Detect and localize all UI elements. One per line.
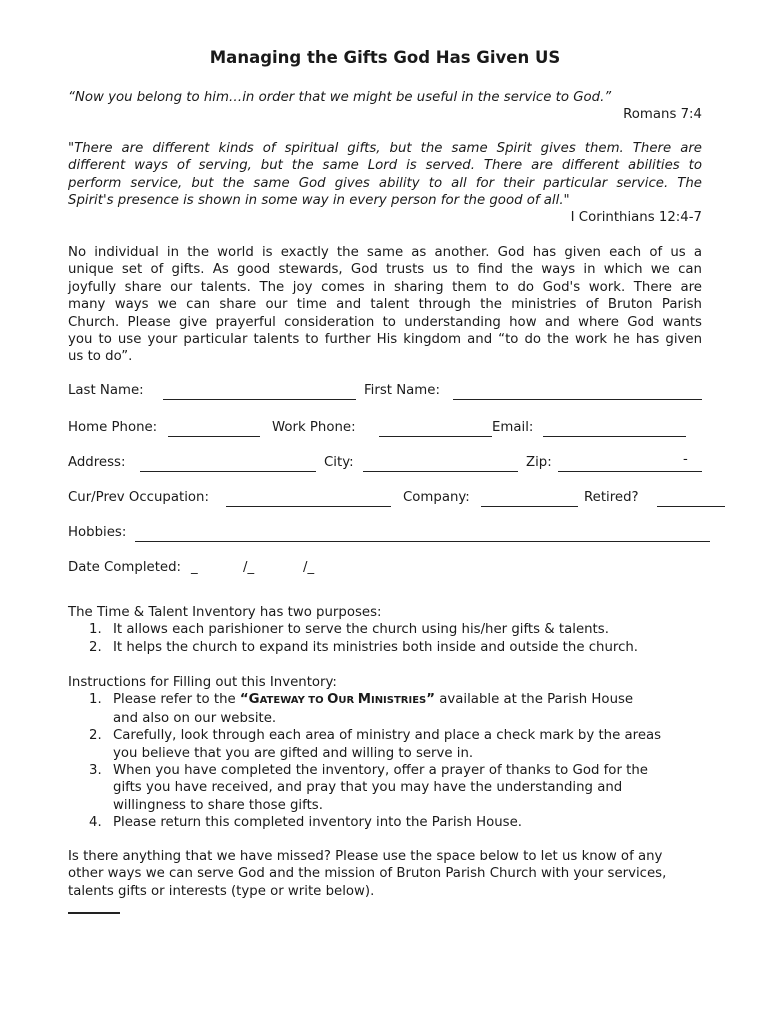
list-number: 2. bbox=[89, 639, 102, 655]
quote-romans-ref: Romans 7:4 bbox=[623, 107, 702, 122]
quote-corinthians-line: perform service, but the same God gives ability to all for their particular service. The bbox=[68, 175, 702, 191]
instructions-section bbox=[68, 674, 708, 832]
list-item bbox=[68, 621, 708, 638]
hobbies-field[interactable] bbox=[135, 541, 710, 542]
company-label: Company: bbox=[403, 490, 470, 505]
quote-corinthians bbox=[68, 140, 702, 210]
purposes-section bbox=[68, 604, 708, 656]
quote-corinthians-ref: I Corinthians 12:4-7 bbox=[570, 210, 702, 225]
zip-dash: - bbox=[683, 452, 688, 467]
response-field[interactable] bbox=[68, 912, 120, 914]
intro-line: joyfully share our talents. The joy comes in sharing them to do God's work. There are bbox=[68, 279, 702, 295]
sc-small: UR bbox=[338, 695, 358, 707]
closing-line: Is there anything that we have missed? Please use the space below to let us know of any bbox=[68, 849, 663, 864]
date-year-field[interactable]: /_ bbox=[303, 560, 315, 575]
closing-line: talents gifts or interests (type or write below). bbox=[68, 883, 375, 899]
intro-paragraph bbox=[68, 244, 702, 366]
instruction-line: Carefully, look through each area of ministry and place a check mark by the areas bbox=[113, 728, 662, 744]
closing-line: other ways we can serve God and the mission of Bruton Parish Church with your services, bbox=[68, 866, 667, 882]
zip-field[interactable] bbox=[558, 471, 702, 472]
intro-line: Church. Please give prayerful consideration to understanding how and where God wants bbox=[68, 314, 702, 330]
company-field[interactable] bbox=[481, 506, 578, 507]
hobbies-label: Hobbies: bbox=[68, 525, 127, 540]
instruction-line: and also on our website. bbox=[113, 710, 277, 726]
first-name-label: First Name: bbox=[364, 383, 440, 398]
zip-label: Zip: bbox=[526, 455, 552, 470]
address-field[interactable] bbox=[140, 471, 316, 472]
quote-corinthians-line: "There are different kinds of spiritual gifts, but the same Spirit gives them. There are bbox=[68, 141, 702, 156]
purpose-text: It allows each parishioner to serve the church using his/her gifts & talents. bbox=[113, 622, 609, 638]
list-item bbox=[68, 727, 708, 762]
instruction-line: you believe that you are gifted and willing to serve in. bbox=[113, 745, 474, 761]
closing-paragraph bbox=[68, 848, 708, 900]
city-field[interactable] bbox=[363, 471, 518, 472]
list-item bbox=[68, 762, 708, 814]
intro-line: No individual in the world is exactly the same as another. God has given each of us a bbox=[68, 245, 702, 260]
list-number: 2. bbox=[89, 728, 102, 744]
date-day-field[interactable]: /_ bbox=[243, 560, 255, 575]
intro-line: you to use your particular talents to further His kingdom and “to do the work he has given bbox=[68, 332, 702, 348]
city-label: City: bbox=[324, 455, 354, 470]
intro-line: many ways we can share our time and talent through the ministries of Bruton Parish bbox=[68, 297, 702, 313]
list-number: 1. bbox=[89, 692, 102, 708]
list-number: 3. bbox=[89, 763, 102, 779]
retired-field[interactable] bbox=[657, 506, 725, 507]
home-phone-field[interactable] bbox=[168, 436, 260, 437]
home-phone-label: Home Phone: bbox=[68, 420, 158, 435]
intro-line: us to do”. bbox=[68, 349, 133, 365]
instruction-line: willingness to share those gifts. bbox=[113, 797, 323, 813]
work-phone-field[interactable] bbox=[379, 436, 492, 437]
work-phone-label: Work Phone: bbox=[272, 420, 356, 435]
instruction-line: Please return this completed inventory into the Parish House. bbox=[113, 815, 522, 831]
purpose-text: It helps the church to expand its ministries both inside and outside the church. bbox=[113, 639, 639, 655]
instruction-line: gifts you have received, and pray that you may have the understanding and bbox=[113, 780, 623, 796]
quote-mark: ” bbox=[426, 692, 436, 708]
sc-cap: G bbox=[248, 692, 260, 708]
intro-line: unique set of gifts. As good stewards, God trusts us to find the ways in which we can bbox=[68, 262, 702, 278]
date-completed-label: Date Completed: bbox=[68, 560, 182, 575]
sc-cap: M bbox=[357, 692, 371, 708]
sc-small: INISTRIES bbox=[370, 695, 427, 707]
email-field[interactable] bbox=[543, 436, 686, 437]
instructions-heading: Instructions for Filling out this Inventory: bbox=[68, 675, 337, 690]
ministries-reference bbox=[240, 692, 435, 707]
instruction-text: Please refer to the bbox=[113, 692, 240, 708]
occupation-field[interactable] bbox=[226, 506, 391, 507]
list-number: 4. bbox=[89, 815, 102, 831]
occupation-label: Cur/Prev Occupation: bbox=[68, 490, 209, 505]
instruction-line: When you have completed the inventory, offer a prayer of thanks to God for the bbox=[113, 763, 648, 779]
first-name-field[interactable] bbox=[453, 399, 702, 400]
last-name-label: Last Name: bbox=[68, 383, 144, 398]
list-item bbox=[68, 639, 708, 656]
last-name-field[interactable] bbox=[163, 399, 356, 400]
email-label: Email: bbox=[492, 420, 534, 435]
sc-cap: O bbox=[327, 692, 339, 708]
sc-small: ATEWAY TO bbox=[259, 695, 328, 707]
retired-label: Retired? bbox=[584, 490, 639, 505]
quote-corinthians-line: different ways of serving, but the same Lord is served. There are different abilities to bbox=[68, 158, 702, 174]
instruction-text: available at the Parish House bbox=[435, 692, 634, 708]
quote-corinthians-line: Spirit's presence is shown in some way in every person for the good of all." bbox=[68, 193, 570, 209]
quote-mark: “ bbox=[239, 692, 249, 708]
list-item bbox=[68, 691, 708, 727]
list-item bbox=[68, 814, 708, 831]
instruction-line bbox=[113, 691, 708, 709]
purposes-heading: The Time & Talent Inventory has two purposes: bbox=[68, 605, 382, 620]
date-month-field[interactable]: _ bbox=[191, 560, 198, 575]
page-title: Managing the Gifts God Has Given US bbox=[209, 48, 561, 67]
quote-romans: “Now you belong to him…in order that we might be useful in the service to God.” bbox=[68, 90, 612, 105]
address-label: Address: bbox=[68, 455, 126, 470]
list-number: 1. bbox=[89, 622, 102, 638]
